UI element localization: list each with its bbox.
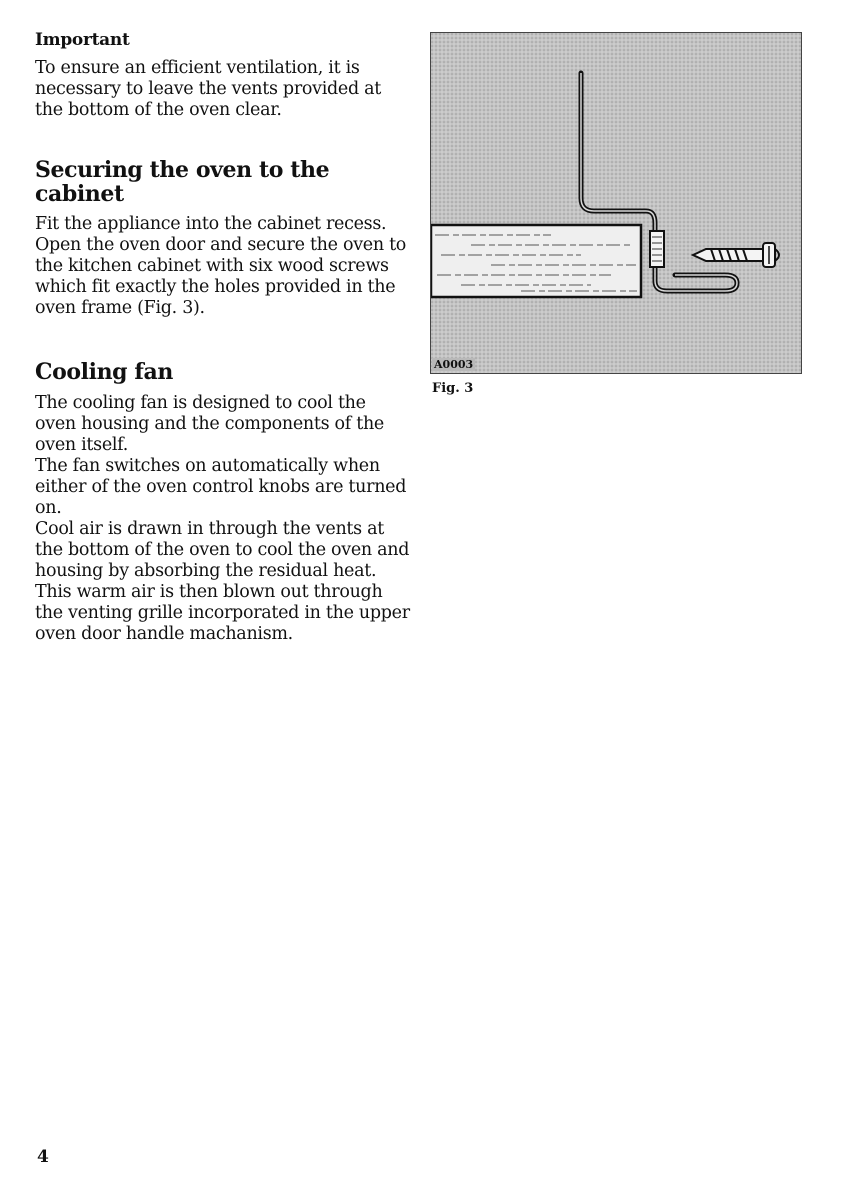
text-column <box>35 30 410 645</box>
paragraph-cooling-1: The cooling fan is designed to cool the oven housing and the components of the oven itself. <box>35 392 384 455</box>
paragraph-cooling-3: Cool air is drawn in through the vents at the bottom of the oven to cool the oven and housing by absorbing the residual heat. This warm air is then blown out through the venting grille incorporated in the upper oven door handle machanism. <box>35 518 410 644</box>
page-number: 4 <box>37 1147 49 1167</box>
heading-securing: Securing the oven to the cabinet <box>35 157 330 208</box>
heading-important: Important <box>35 30 130 50</box>
figure-code-label: A0003 <box>434 358 474 371</box>
cabinet-panel <box>431 225 641 297</box>
paragraph-important: To ensure an efficient ventilation, it is necessary to leave the vents provided at the bottom of the oven clear. <box>35 58 382 120</box>
paragraph-cooling-2: The fan switches on automatically when either of the oven control knobs are turned on. <box>35 455 407 518</box>
screw-hole-bracket <box>650 231 664 267</box>
figure-3-illustration <box>430 32 802 374</box>
figure-caption: Fig. 3 <box>432 381 474 396</box>
heading-cooling-fan: Cooling fan <box>35 359 173 386</box>
mounting-diagram <box>431 33 801 373</box>
paragraph-securing: Fit the appliance into the cabinet recess. Open the oven door and secure the oven to the kitchen cabinet with six wood screws which fit exactly the holes provided in the oven frame (Fig. 3). <box>35 214 407 319</box>
